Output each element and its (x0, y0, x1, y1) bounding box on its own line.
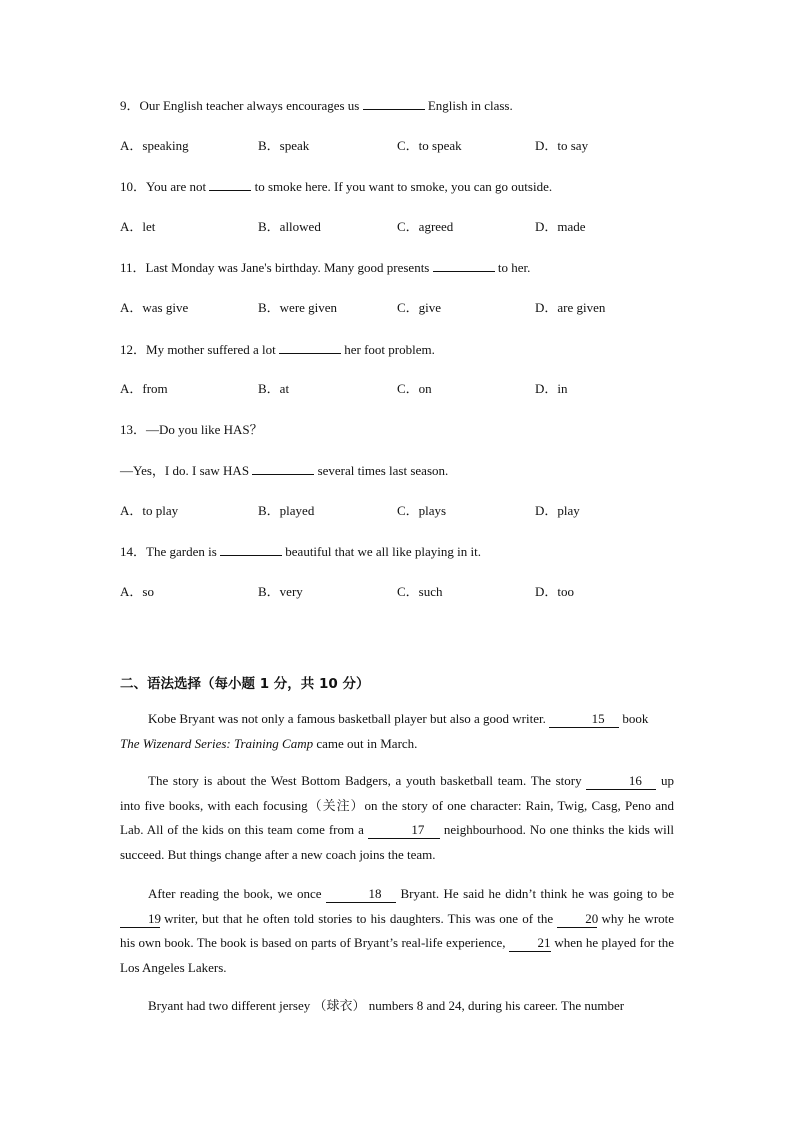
question-13 (120, 422, 263, 438)
blank-16: 16 (586, 773, 656, 790)
answer-blank (252, 462, 314, 475)
passage-text: book (622, 711, 649, 726)
question-text: —Do you like HAS？ (146, 422, 263, 437)
blank-15: 15 (549, 711, 619, 728)
question-10 (120, 178, 552, 195)
question-number: 13． (120, 422, 147, 437)
question-text: to smoke here. If you want to smoke, you can go outside. (254, 179, 553, 194)
question-text: You are not (146, 179, 207, 194)
option-b: B．played (258, 503, 315, 518)
question-text: The garden is (146, 544, 217, 559)
option-b: B．very (258, 584, 303, 599)
option-d: D．play (535, 503, 580, 518)
option-a: A．was give (120, 300, 189, 315)
question-number: 9． (120, 98, 140, 113)
passage-text: writer, but that he often told stories to his daughters. This was one of the (164, 910, 554, 926)
answer-blank (220, 543, 282, 556)
answer-blank (209, 178, 251, 191)
option-b: B．were given (258, 300, 338, 315)
question-text: her foot problem. (344, 342, 435, 357)
options-12 (120, 381, 680, 397)
question-number: 14． (120, 544, 147, 559)
option-d: D．in (535, 381, 568, 396)
section-heading: 二、语法选择（每小题 1 分，共 10 分） (120, 676, 370, 692)
options-9 (120, 138, 680, 154)
options-14 (120, 584, 680, 600)
question-11 (120, 259, 530, 276)
answer-blank (433, 259, 495, 272)
passage-text: why he wrote his own book. The book is based on parts of Bryant’s real-life experience, (120, 910, 675, 950)
option-c: C．to speak (397, 138, 462, 153)
answer-blank (279, 341, 341, 354)
passage-text: neighbourhood. No one thinks the kids will succeed. But things change after a new coach joins the team. (120, 822, 675, 862)
question-number: 10． (120, 179, 147, 194)
options-13 (120, 503, 680, 519)
blank-20: 20 (557, 911, 597, 928)
passage-text: up into five books, with each focusing（关注）on the story of one character: Rain, Twig, Casg, Peno and Lab. All of the kids on this team come from a (120, 773, 675, 837)
option-a: A．so (120, 584, 154, 599)
passage-text: After reading the book, we once (148, 886, 322, 901)
option-a: A．let (120, 219, 156, 234)
option-a: A．from (120, 381, 168, 396)
question-9 (120, 97, 513, 114)
book-title: The Wizenard Series: Training Camp (120, 735, 314, 751)
passage-paragraph-4 (120, 994, 674, 1019)
passage-text: Kobe Bryant was not only a famous basketball player but also a good writer. (148, 711, 546, 726)
passage-paragraph-1 (120, 707, 674, 756)
option-c: C．agreed (397, 219, 454, 234)
passage-paragraph-3 (120, 882, 674, 980)
option-c: C．such (397, 584, 443, 599)
options-11 (120, 300, 680, 316)
option-c: C．plays (397, 503, 447, 518)
passage-text: The story is about the West Bottom Badgers, a youth basketball team. The story (148, 773, 582, 788)
question-text: several times last season. (317, 463, 449, 478)
question-number: 12． (120, 342, 147, 357)
question-text: to her. (497, 260, 531, 275)
question-text: English in class. (427, 98, 513, 113)
passage-paragraph-2 (120, 769, 674, 867)
option-a: A．to play (120, 503, 179, 518)
passage-text: Bryant had two different jersey （球衣） numbers 8 and 24, during his career. The number (148, 998, 625, 1013)
option-a: A．speaking (120, 138, 189, 153)
passage-text: Bryant. He said he didn’t think he was going to be (400, 886, 675, 901)
option-d: D．made (535, 219, 586, 234)
option-c: C．on (397, 381, 432, 396)
passage-text: came out in March. (316, 735, 418, 751)
question-text: beautiful that we all like playing in it. (285, 544, 481, 559)
question-text: Our English teacher always encourages us (139, 98, 360, 113)
passage-text: when he played for the Los Angeles Lakers. (120, 935, 675, 975)
blank-18: 18 (326, 886, 396, 903)
option-b: B．speak (258, 138, 310, 153)
options-10 (120, 219, 680, 235)
option-d: D．too (535, 584, 575, 599)
blank-19: 19 (120, 911, 160, 928)
blank-17: 17 (368, 822, 440, 839)
question-text: Last Monday was Jane's birthday. Many good presents (145, 260, 430, 275)
option-d: D．to say (535, 138, 589, 153)
option-b: B．allowed (258, 219, 321, 234)
option-b: B．at (258, 381, 290, 396)
question-text: My mother suffered a lot (146, 342, 276, 357)
question-number: 11． (120, 260, 146, 275)
option-d: D．are given (535, 300, 606, 315)
question-12 (120, 341, 435, 358)
question-text: —Yes，I do. I saw HAS (120, 463, 250, 478)
question-14 (120, 543, 481, 560)
blank-21: 21 (509, 935, 551, 952)
answer-blank (363, 97, 425, 110)
question-13-line2 (120, 462, 448, 479)
option-c: C．give (397, 300, 442, 315)
